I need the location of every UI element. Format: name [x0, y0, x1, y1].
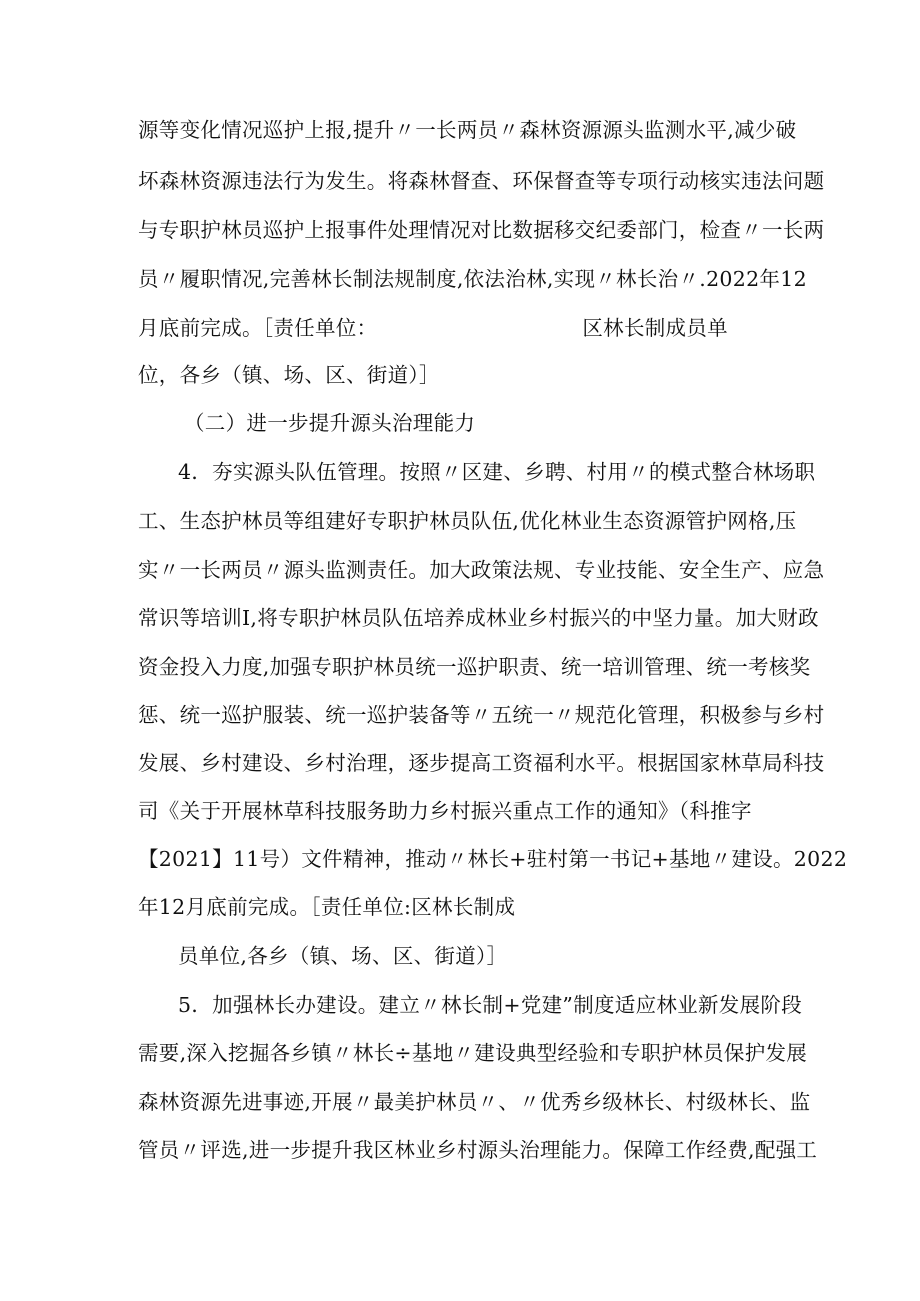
text-line: 源等变化情况巡护上报,提升〃一长两员〃森林资源源头监测水平,减少破: [138, 118, 797, 142]
text-line: 司《关于开展林草科技服务助力乡村振兴重点工作的通知》（科推字: [138, 799, 752, 823]
responsibility-unit: 区林长制成员单: [582, 316, 728, 340]
text-line: 管员〃评选,进一步提升我区林业乡村源头治理能力。保障工作经费,配强工: [138, 1138, 818, 1162]
text-line: 资金投入力度,加强专职护林员统一巡护职责、统一培训管理、统一考核奖: [138, 655, 811, 679]
text-line: 惩、统一巡护服装、统一巡护装备等〃五统一〃规范化管理，积极参与乡村: [138, 703, 825, 727]
text-line: [138, 315, 728, 341]
text-line: 坏森林资源违法行为发生。将森林督查、环保督查等专项行动核实违法问题: [138, 169, 825, 193]
text-line: 常识等培训I,将专职护林员队伍培养成林业乡村振兴的中坚力量。加大财政: [138, 606, 819, 630]
paragraph-start: 5．加强林长办建设。建立〃林长制+党建”制度适应林业新发展阶段: [178, 993, 802, 1017]
text-line: 员〃履职情况,完善林长制法规制度,依法治林,实现〃林长治〃.2022年12: [138, 267, 807, 291]
text-line: 员单位,各乡（镇、场、区、街道）］: [178, 944, 508, 968]
text-line: 实〃一长两员〃源头监测责任。加大政策法规、专业技能、安全生产、应急: [138, 558, 825, 582]
text-line: 发展、乡村建设、乡村治理，逐步提高工资福利水平。根据国家林草局科技: [138, 751, 825, 775]
paragraph-start: 4．夯实源头队伍管理。按照〃区建、乡聘、村用〃的模式整合林场职: [178, 460, 816, 484]
text-line: 需要,深入挖掘各乡镇〃林长÷基地〃建设典型经验和专职护林员保护发展: [138, 1041, 808, 1065]
text-line: 与专职护林员巡护上报事件处理情况对比数据移交纪委部门，检查〃一长两: [138, 218, 825, 242]
text-line: 工、生态护林员等组建好专职护林员队伍,优化林业生态资源管护网格,压: [138, 509, 797, 533]
text-line: 位，各乡（镇、场、区、街道）］: [138, 363, 440, 387]
text-line: 【2021】11号）文件精神，推动〃林长+驻村第一书记+基地〃建设。2022: [138, 847, 848, 871]
responsibility-label: 月底前完成。［责任单位：: [138, 316, 378, 340]
text-line: 年12月底前完成。［责任单位:区林长制成: [138, 895, 516, 919]
section-heading: （二）进一步提升源头治理能力: [184, 411, 476, 435]
text-line: 森林资源先进事迹,开展〃最美护林员〃、〃优秀乡级林长、村级林长、监: [138, 1090, 811, 1114]
